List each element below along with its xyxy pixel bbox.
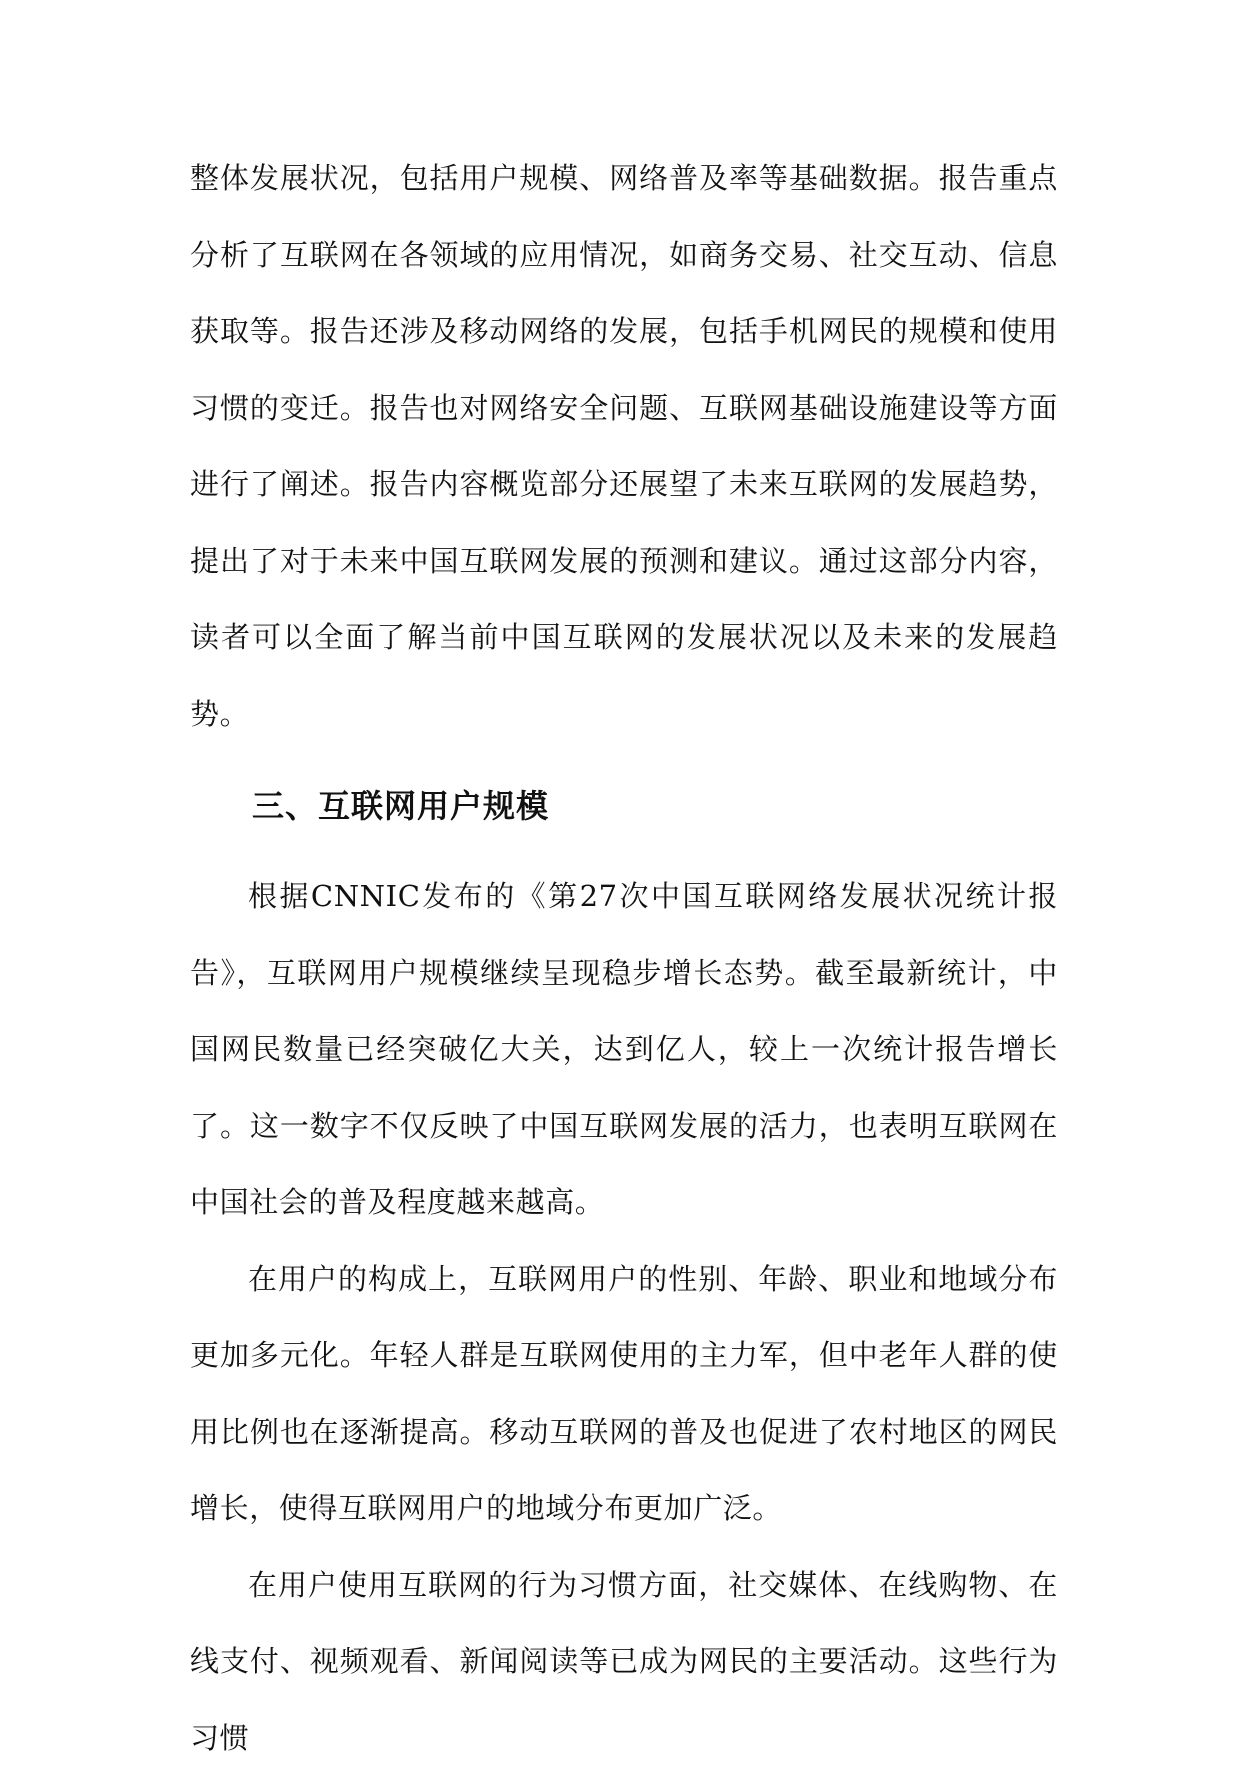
paragraph-user-behavior: 在用户使用互联网的行为习惯方面，社交媒体、在线购物、在线支付、视频观看、新闻阅读等已成为网民的主要活动。这些行为习惯 bbox=[190, 1547, 1058, 1776]
paragraph-user-composition: 在用户的构成上，互联网用户的性别、年龄、职业和地域分布更加多元化。年轻人群是互联网使用的主力军，但中老年人群的使用比例也在逐渐提高。移动互联网的普及也促进了农村地区的网民增长，使得互联网用户的地域分布更加广泛。 bbox=[190, 1241, 1058, 1547]
continued-paragraph: 整体发展状况，包括用户规模、网络普及率等基础数据。报告重点分析了互联网在各领域的应用情况，如商务交易、社交互动、信息获取等。报告还涉及移动网络的发展，包括手机网民的规模和使用习惯的变迁。报告也对网络安全问题、互联网基础设施建设等方面进行了阐述。报告内容概览部分还展望了未来互联网的发展趋势，提出了对于未来中国互联网发展的预测和建议。通过这部分内容，读者可以全面了解当前中国互联网的发展状况以及未来的发展趋势。 bbox=[190, 140, 1058, 752]
document-body bbox=[190, 140, 1058, 1776]
section-heading: 三、互联网用户规模 bbox=[190, 766, 1058, 846]
paragraph-user-scale: 根据CNNIC发布的《第27次中国互联网络发展状况统计报告》，互联网用户规模继续呈现稳步增长态势。截至最新统计，中国网民数量已经突破亿大关，达到亿人，较上一次统计报告增长了。这一数字不仅反映了中国互联网发展的活力，也表明互联网在中国社会的普及程度越来越高。 bbox=[190, 858, 1058, 1241]
